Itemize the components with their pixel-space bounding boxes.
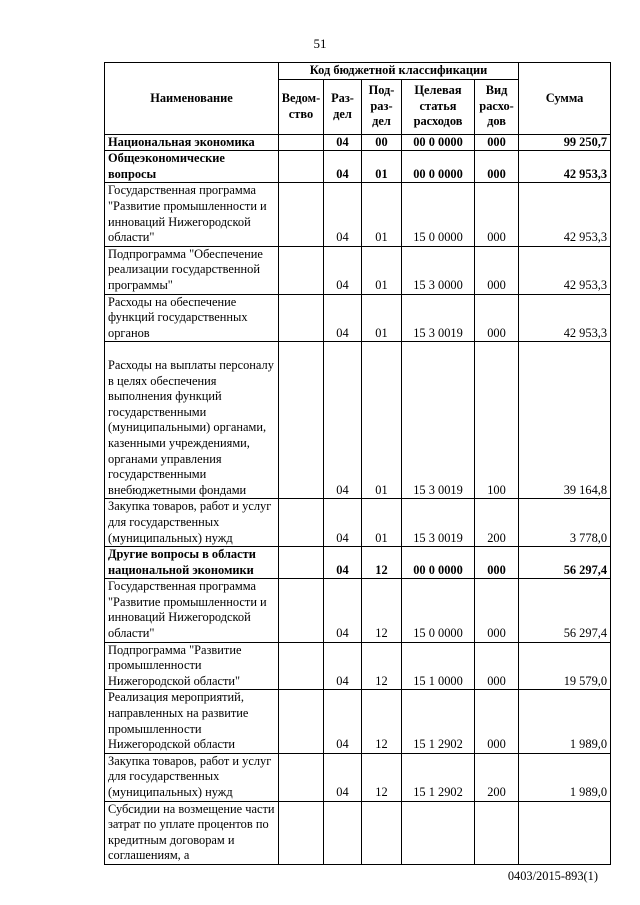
- cell-name: Общеэкономические вопросы: [105, 151, 279, 183]
- cell-name: Подпрограмма "Обеспечение реализации государственной программы": [105, 246, 279, 294]
- cell-vid: 100: [475, 342, 519, 499]
- table-row: [105, 342, 611, 499]
- cell-podrazdel: 12: [362, 753, 402, 801]
- cell-summa: [519, 801, 611, 864]
- cell-podrazdel: 01: [362, 151, 402, 183]
- budget-table: [104, 62, 611, 865]
- cell-vedomstvo: [279, 151, 324, 183]
- cell-name: Государственная программа "Развитие промышленности и инноваций Нижегородской области": [105, 183, 279, 246]
- table-row: [105, 579, 611, 642]
- cell-podrazdel: 12: [362, 642, 402, 690]
- cell-tselevaya: 15 0 0000: [402, 183, 475, 246]
- cell-name: Подпрограмма "Развитие промышленности Нижегородской области": [105, 642, 279, 690]
- cell-tselevaya: 15 1 2902: [402, 753, 475, 801]
- cell-podrazdel: 00: [362, 134, 402, 151]
- cell-summa: 3 778,0: [519, 499, 611, 547]
- cell-name: Государственная программа "Развитие промышленности и инноваций Нижегородской области": [105, 579, 279, 642]
- cell-name: Расходы на выплаты персоналу в целях обеспечения выполнения функций государственными (муниципальными) органами, казенными учреждениями, органами управления государственными внебюджетными фондами: [105, 342, 279, 499]
- cell-podrazdel: 12: [362, 579, 402, 642]
- cell-tselevaya: 15 1 0000: [402, 642, 475, 690]
- table-row: [105, 134, 611, 151]
- page-number: 51: [313, 36, 327, 51]
- cell-summa: 99 250,7: [519, 134, 611, 151]
- cell-vedomstvo: [279, 547, 324, 579]
- table-row: [105, 642, 611, 690]
- cell-tselevaya: 00 0 0000: [402, 134, 475, 151]
- cell-vedomstvo: [279, 134, 324, 151]
- cell-vedomstvo: [279, 246, 324, 294]
- cell-razdel: 04: [324, 246, 362, 294]
- cell-podrazdel: 12: [362, 547, 402, 579]
- table-row: [105, 547, 611, 579]
- cell-vid: 200: [475, 499, 519, 547]
- footer-code: 0403/2015-893(1): [507, 869, 598, 883]
- header-code-group: Код бюджетной классификации: [279, 63, 519, 80]
- cell-tselevaya: 00 0 0000: [402, 547, 475, 579]
- cell-vid: 000: [475, 642, 519, 690]
- header-tselevaya: Целевая статья расходов: [402, 79, 475, 134]
- cell-summa: 42 953,3: [519, 183, 611, 246]
- cell-razdel: 04: [324, 753, 362, 801]
- table-row: [105, 294, 611, 342]
- cell-vid: 000: [475, 579, 519, 642]
- cell-name: Закупка товаров, работ и услуг для государственных (муниципальных) нужд: [105, 499, 279, 547]
- cell-tselevaya: 15 3 0019: [402, 499, 475, 547]
- header-razdel: Раз-дел: [324, 79, 362, 134]
- table-row: [105, 246, 611, 294]
- cell-vedomstvo: [279, 342, 324, 499]
- cell-tselevaya: 15 3 0019: [402, 294, 475, 342]
- cell-razdel: 04: [324, 342, 362, 499]
- cell-vid: [475, 801, 519, 864]
- cell-vid: 000: [475, 246, 519, 294]
- cell-podrazdel: 01: [362, 294, 402, 342]
- header-row-1: [105, 63, 611, 80]
- header-vedomstvo: Ведом-ство: [279, 79, 324, 134]
- cell-name: Другие вопросы в области национальной экономики: [105, 547, 279, 579]
- cell-summa: 1 989,0: [519, 753, 611, 801]
- cell-vid: 000: [475, 690, 519, 753]
- header-summa: Сумма: [519, 63, 611, 135]
- cell-razdel: 04: [324, 499, 362, 547]
- cell-razdel: [324, 801, 362, 864]
- cell-vedomstvo: [279, 183, 324, 246]
- cell-podrazdel: 12: [362, 690, 402, 753]
- cell-name: Закупка товаров, работ и услуг для государственных (муниципальных) нужд: [105, 753, 279, 801]
- cell-vedomstvo: [279, 801, 324, 864]
- cell-name: Реализация мероприятий, направленных на развитие промышленности Нижегородской области: [105, 690, 279, 753]
- cell-summa: 42 953,3: [519, 151, 611, 183]
- cell-razdel: 04: [324, 294, 362, 342]
- cell-tselevaya: 15 3 0000: [402, 246, 475, 294]
- table-row: [105, 753, 611, 801]
- cell-vedomstvo: [279, 294, 324, 342]
- cell-summa: 56 297,4: [519, 579, 611, 642]
- table-row: [105, 499, 611, 547]
- cell-razdel: 04: [324, 690, 362, 753]
- cell-vedomstvo: [279, 642, 324, 690]
- table-row: [105, 151, 611, 183]
- cell-tselevaya: [402, 801, 475, 864]
- cell-vid: 000: [475, 183, 519, 246]
- table-row: [105, 183, 611, 246]
- header-podrazdel: Под-раз-дел: [362, 79, 402, 134]
- cell-tselevaya: 15 1 2902: [402, 690, 475, 753]
- cell-name: Субсидии на возмещение части затрат по уплате процентов по кредитным договорам и соглашениям, а: [105, 801, 279, 864]
- cell-name: Расходы на обеспечение функций государственных органов: [105, 294, 279, 342]
- cell-razdel: 04: [324, 547, 362, 579]
- cell-vid: 000: [475, 134, 519, 151]
- cell-tselevaya: 00 0 0000: [402, 151, 475, 183]
- cell-podrazdel: 01: [362, 246, 402, 294]
- cell-name: Национальная экономика: [105, 134, 279, 151]
- cell-vedomstvo: [279, 690, 324, 753]
- cell-vedomstvo: [279, 579, 324, 642]
- cell-summa: 1 989,0: [519, 690, 611, 753]
- cell-summa: 39 164,8: [519, 342, 611, 499]
- cell-tselevaya: 15 3 0019: [402, 342, 475, 499]
- cell-razdel: 04: [324, 579, 362, 642]
- cell-podrazdel: 01: [362, 183, 402, 246]
- cell-vid: 000: [475, 151, 519, 183]
- cell-razdel: 04: [324, 642, 362, 690]
- cell-summa: 42 953,3: [519, 294, 611, 342]
- cell-vid: 000: [475, 547, 519, 579]
- cell-podrazdel: 01: [362, 499, 402, 547]
- cell-vedomstvo: [279, 499, 324, 547]
- table-row: [105, 801, 611, 864]
- header-vid: Вид расхо-дов: [475, 79, 519, 134]
- cell-vid: 000: [475, 294, 519, 342]
- cell-podrazdel: [362, 801, 402, 864]
- cell-summa: 56 297,4: [519, 547, 611, 579]
- cell-podrazdel: 01: [362, 342, 402, 499]
- cell-vid: 200: [475, 753, 519, 801]
- cell-summa: 19 579,0: [519, 642, 611, 690]
- header-name: Наименование: [105, 63, 279, 135]
- cell-razdel: 04: [324, 183, 362, 246]
- cell-summa: 42 953,3: [519, 246, 611, 294]
- cell-tselevaya: 15 0 0000: [402, 579, 475, 642]
- table-body: [105, 134, 611, 864]
- cell-razdel: 04: [324, 151, 362, 183]
- cell-vedomstvo: [279, 753, 324, 801]
- cell-razdel: 04: [324, 134, 362, 151]
- table-row: [105, 690, 611, 753]
